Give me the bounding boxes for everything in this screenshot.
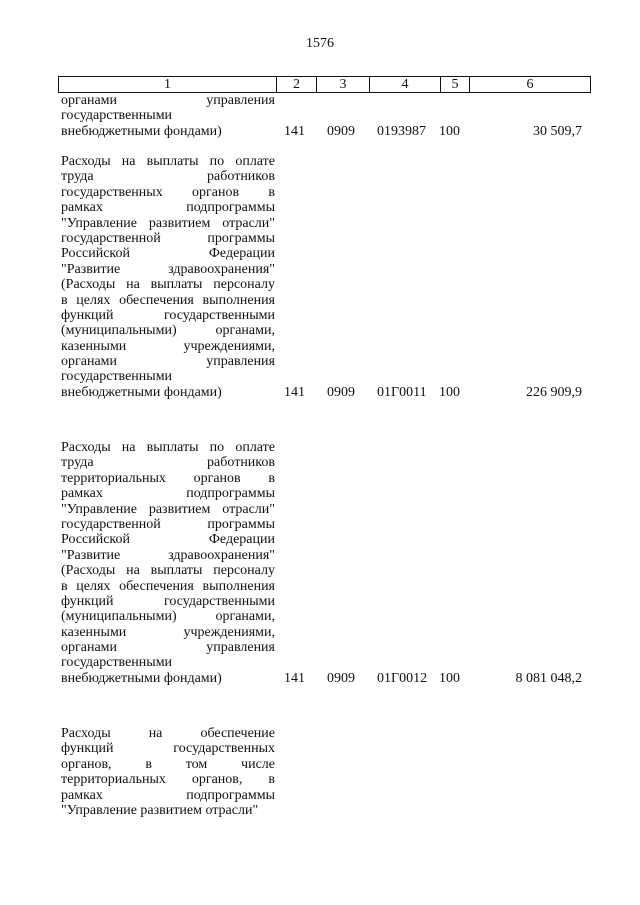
description-line: рамках подпрограммы <box>61 200 275 216</box>
cell-col4: 01Г0012 <box>377 671 428 686</box>
cell-col6: 8 081 048,2 <box>515 671 582 686</box>
cell-col5: 100 <box>439 385 460 400</box>
description-line: государственными <box>61 369 173 385</box>
description-line: органов, в том числе <box>61 756 275 772</box>
description-line: (муниципальными) органами, <box>61 609 275 625</box>
description-line: органами управления <box>61 354 275 370</box>
cell-col2: 141 <box>284 123 305 139</box>
description-line: Расходы на обеспечение <box>61 726 275 741</box>
description-line: Расходы на выплаты по оплате <box>61 440 275 455</box>
description-line: функций государственными <box>61 307 275 323</box>
column-header-3: 3 <box>317 77 370 93</box>
column-header-4: 4 <box>370 77 441 93</box>
page-number: 1576 <box>306 36 334 51</box>
description-line: функций государственных <box>61 741 275 757</box>
cell-col4: 0193987 <box>377 123 426 139</box>
cell-col4: 01Г0011 <box>377 385 427 400</box>
description-line: казенными учреждениями, <box>61 624 275 640</box>
description-line: (Расходы на выплаты персоналу <box>61 563 275 579</box>
cell-col3: 0909 <box>327 123 355 139</box>
column-header-6: 6 <box>470 77 591 93</box>
row-description <box>61 93 275 139</box>
description-line: в целях обеспечения выполнения <box>61 578 275 594</box>
description-line: государственными <box>61 655 173 671</box>
cell-col2: 141 <box>284 671 305 686</box>
description-line: труда работников <box>61 169 275 185</box>
cell-col3: 0909 <box>327 671 355 686</box>
description-line: (муниципальными) органами, <box>61 323 275 339</box>
description-line: "Управление развитием отрасли" <box>61 802 259 818</box>
description-line: государственными <box>61 108 173 124</box>
description-line: внебюджетными фондами) <box>61 123 222 139</box>
description-line: органами управления <box>61 93 275 108</box>
description-line: "Управление развитием отрасли" <box>61 215 275 231</box>
column-header-1: 1 <box>59 77 277 93</box>
description-line: (Расходы на выплаты персоналу <box>61 277 275 293</box>
description-line: "Развитие здравоохранения" <box>61 261 275 277</box>
description-line: "Развитие здравоохранения" <box>61 547 275 563</box>
description-line: внебюджетными фондами) <box>61 670 222 686</box>
cell-col5: 100 <box>439 671 460 686</box>
description-line: в целях обеспечения выполнения <box>61 292 275 308</box>
cell-col6: 30 509,7 <box>533 123 582 139</box>
column-header-row <box>58 76 591 93</box>
description-line: государственных органов в <box>61 184 275 200</box>
description-line: Российской Федерации <box>61 532 275 548</box>
description-line: государственной программы <box>61 230 275 246</box>
description-line: государственной программы <box>61 516 275 532</box>
description-line: функций государственными <box>61 593 275 609</box>
cell-col2: 141 <box>284 385 305 400</box>
cell-col5: 100 <box>439 123 460 139</box>
description-line: территориальных органов, в <box>61 772 275 788</box>
description-line: рамках подпрограммы <box>61 787 275 803</box>
description-line: труда работников <box>61 455 275 471</box>
row-description <box>61 154 275 400</box>
row-description <box>61 440 275 686</box>
cell-col6: 226 909,9 <box>526 385 582 400</box>
column-header-5: 5 <box>441 77 470 93</box>
description-line: органами управления <box>61 640 275 656</box>
row-description <box>61 726 275 818</box>
description-line: Российской Федерации <box>61 246 275 262</box>
cell-col3: 0909 <box>327 385 355 400</box>
description-line: внебюджетными фондами) <box>61 384 222 400</box>
description-line: территориальных органов в <box>61 470 275 486</box>
column-header-2: 2 <box>277 77 317 93</box>
description-line: Расходы на выплаты по оплате <box>61 154 275 169</box>
description-line: казенными учреждениями, <box>61 338 275 354</box>
description-line: рамках подпрограммы <box>61 486 275 502</box>
description-line: "Управление развитием отрасли" <box>61 501 275 517</box>
